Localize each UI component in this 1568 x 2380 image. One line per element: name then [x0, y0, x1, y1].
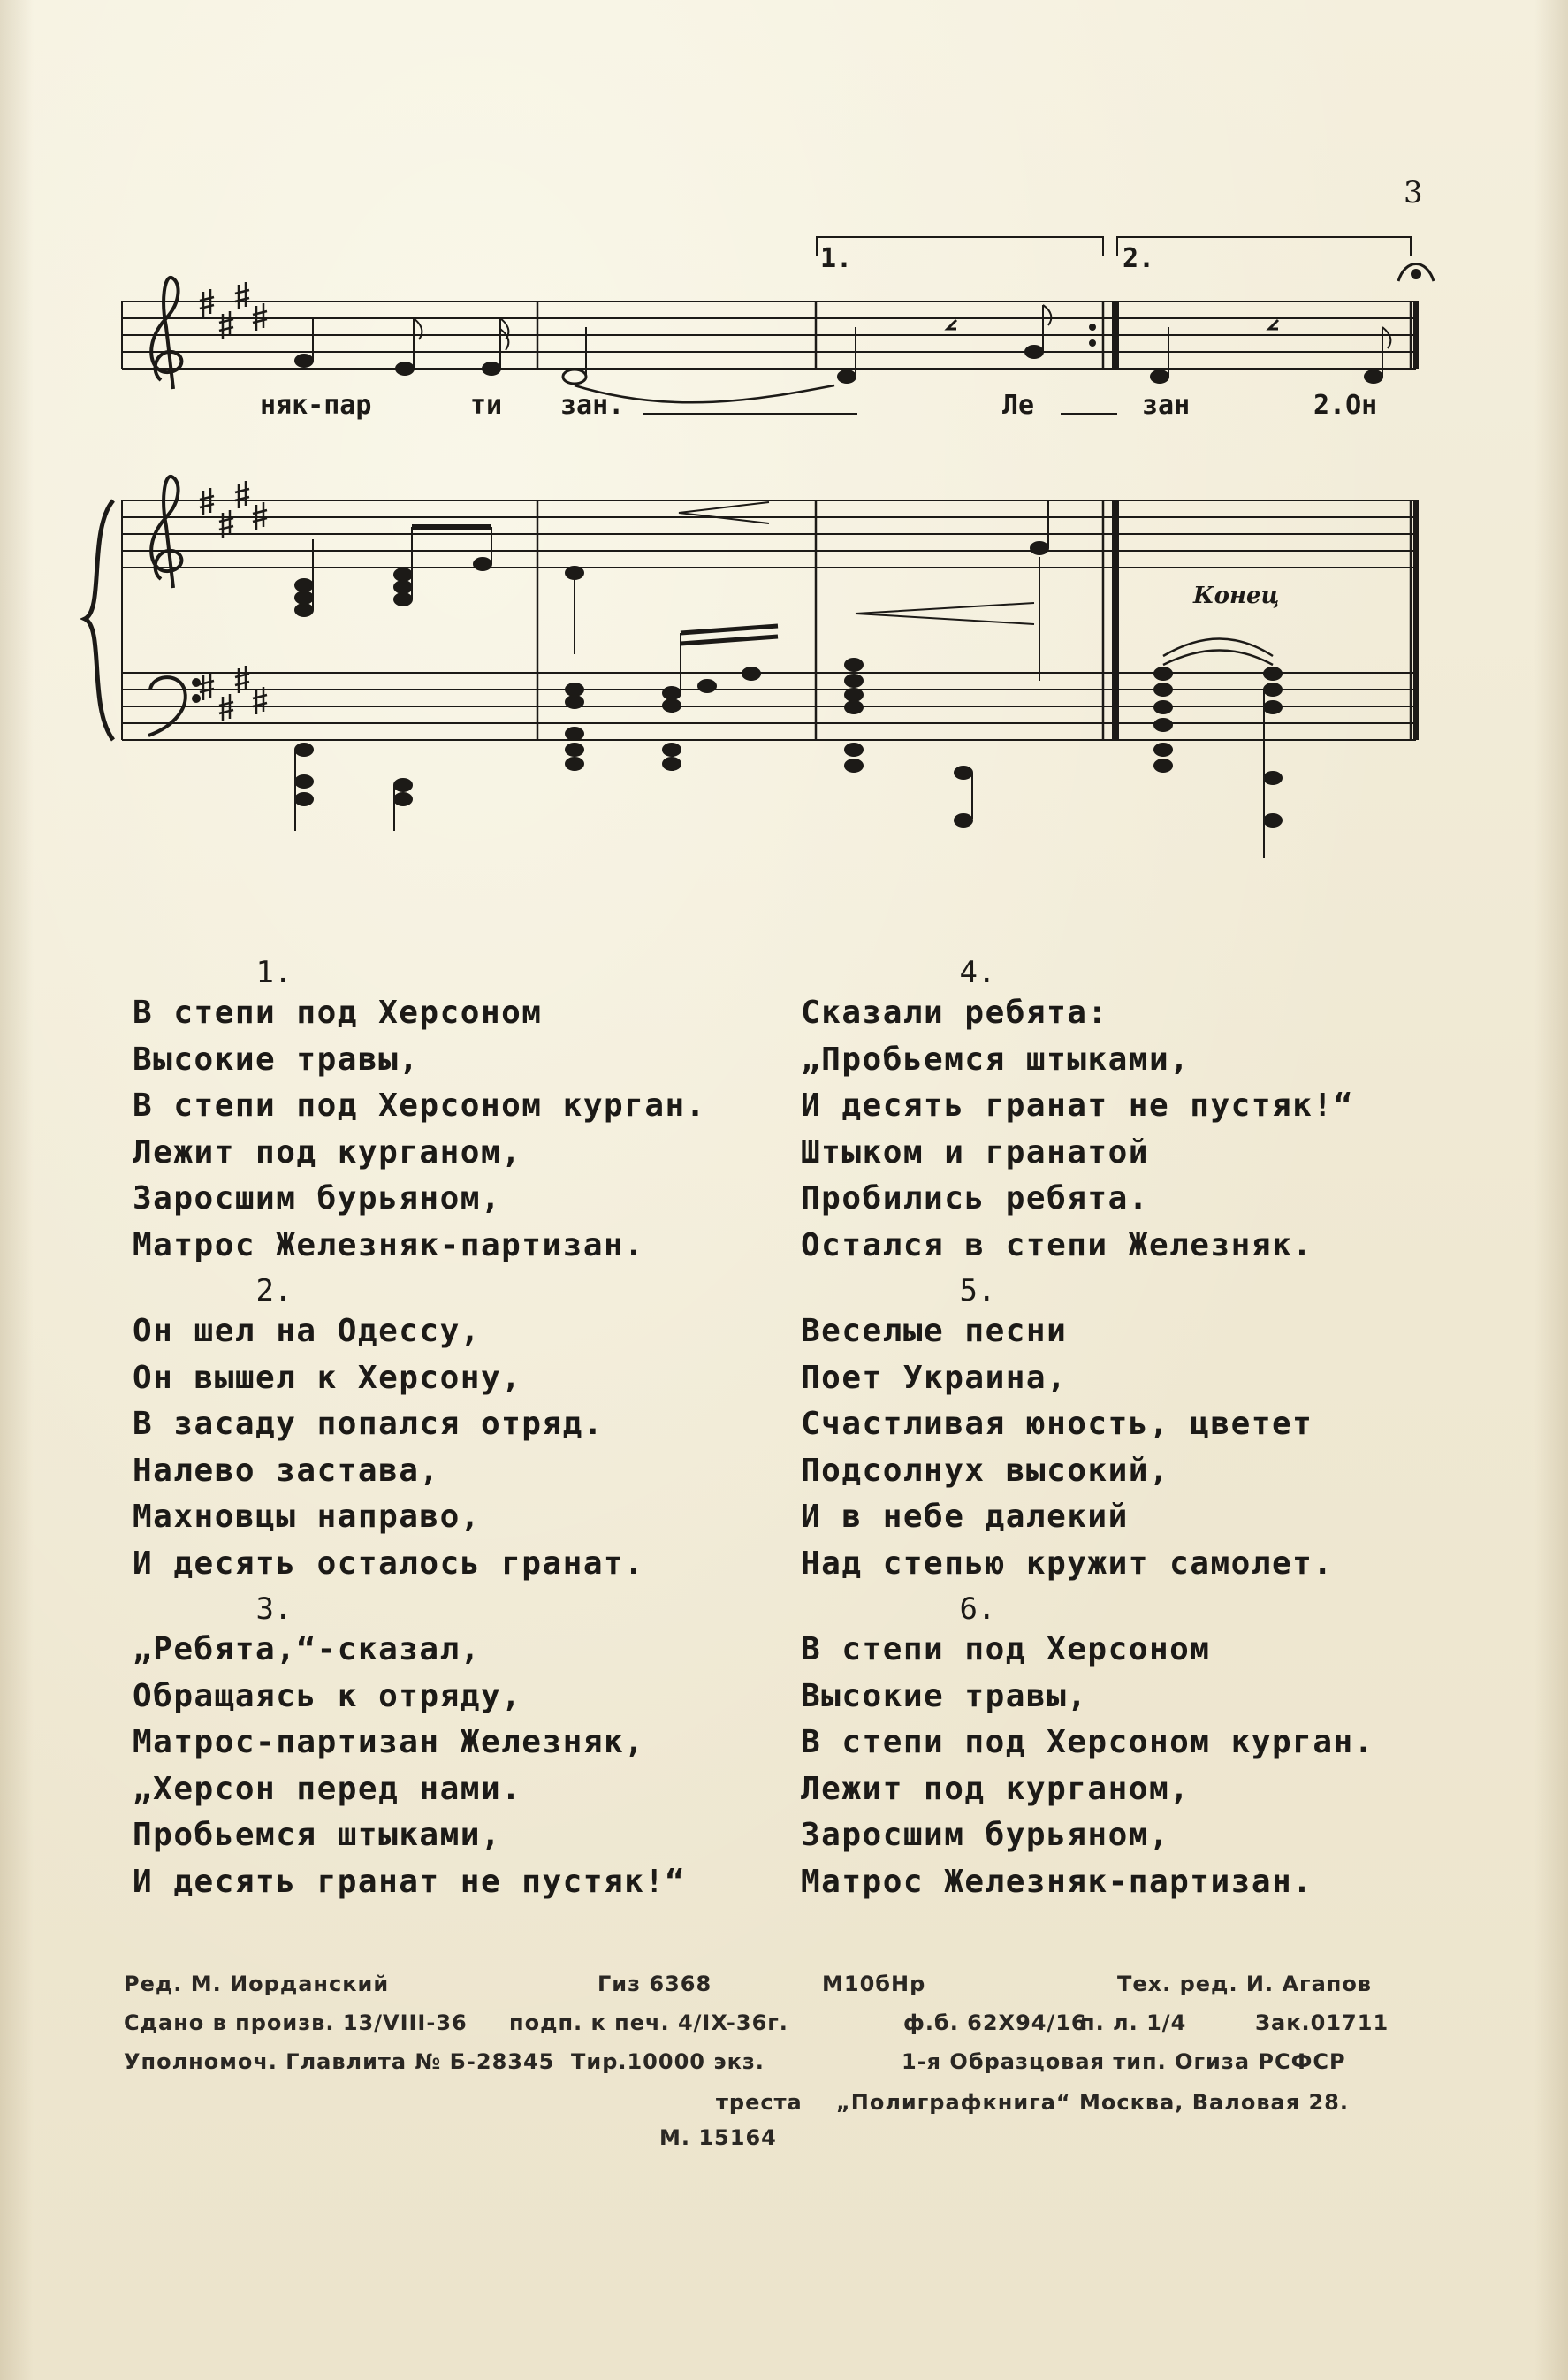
verse-number: 3. [255, 1591, 293, 1627]
verse-line: И в небе далекий [801, 1499, 1129, 1535]
verse-number: 1. [255, 955, 293, 990]
volta-label-1: 1. [820, 243, 853, 274]
verse-line: Матрос Железняк-партизан. [133, 1226, 645, 1263]
verse-number: 4. [959, 955, 996, 990]
imprint-tech-editor: Тех. ред. И. Агапов [1117, 1972, 1373, 1996]
verse-line: Над степью кружит самолет. [801, 1545, 1334, 1582]
imprint-signed: подп. к печ. 4/IX-36г. [509, 2010, 788, 2035]
piano-brace [85, 500, 113, 740]
imprint-trust: треста [716, 2090, 803, 2115]
imprint-editor: Ред. М. Иорданский [124, 1972, 390, 1996]
verse-line: „Ребята,“-сказал, [133, 1631, 481, 1667]
verse-1 [133, 955, 751, 1269]
verse-line: В степи под Херсоном курган. [801, 1724, 1374, 1760]
piano-treble-staff [122, 500, 1416, 568]
imprint-glavlit: Уполномоч. Главлита № Б-28345 [124, 2049, 555, 2074]
verse-line: Матрос-партизан Железняк, [133, 1724, 645, 1760]
imprint-order: Зак.01711 [1255, 2010, 1389, 2035]
volta-label-2: 2. [1123, 243, 1155, 274]
page-number: 3 [1404, 175, 1423, 210]
verse-line: „Пробьемся штыками, [801, 1041, 1191, 1078]
imprint-printer: 1-я Образцовая тип. Огиза РСФСР [902, 2049, 1346, 2074]
lyric-syllable-3: зан. [560, 390, 625, 421]
verse-line: В степи под Херсоном [133, 995, 543, 1031]
verse-line: Сказали ребята: [801, 995, 1108, 1031]
verse-3 [133, 1591, 751, 1905]
volta-bracket-1 [817, 237, 1103, 256]
imprint-trust-name: „Полиграфкнига“ Москва, Валовая 28. [836, 2090, 1349, 2115]
verse-line: Обращаясь к отряду, [133, 1677, 522, 1714]
verse-number: 6. [959, 1591, 996, 1627]
verse-line: И десять гранат не пустяк!“ [801, 1087, 1354, 1124]
verse-line: И десять гранат не пустяк!“ [133, 1863, 686, 1900]
verse-line: Остался в степи Железняк. [801, 1226, 1313, 1263]
imprint-submitted: Сдано в произв. 13/VIII-36 [124, 2010, 468, 2035]
barlines [537, 301, 1416, 740]
music-score [0, 0, 1568, 919]
imprint-sheets: п. л. 1/4 [1080, 2010, 1187, 2035]
verse-line: И десять осталось гранат. [133, 1545, 645, 1582]
imprint-catalog: М. 15164 [659, 2125, 777, 2150]
verse-line: Счастливая юность, цветет [801, 1406, 1313, 1442]
key-signature [200, 282, 267, 721]
hairpin-1 [679, 502, 769, 523]
verse-line: Пробились ребята. [801, 1180, 1149, 1217]
ending-mark: Конец [1193, 583, 1280, 609]
publication-imprint [0, 1972, 1568, 2184]
verses-section [0, 955, 1568, 1927]
piano-treble-notes [295, 500, 1048, 681]
lyric-syllable-2: ти [470, 390, 503, 421]
verse-line: Налево застава, [133, 1452, 440, 1489]
verse-line: Пробьемся штыками, [133, 1817, 502, 1853]
verse-line: Штыком и гранатой [801, 1133, 1149, 1171]
verse-line: Махновцы направо, [133, 1499, 481, 1535]
piano-bass-staff [122, 673, 1416, 740]
verse-number: 2. [255, 1273, 293, 1308]
imprint-code: М10бНр [822, 1972, 926, 1996]
verse-5 [801, 1273, 1420, 1587]
verse-line: Веселые песни [801, 1313, 1068, 1349]
imprint-format: ф.б. 62Х94/16 [903, 2010, 1087, 2035]
verse-line: Он шел на Одессу, [133, 1313, 481, 1349]
verse-2 [133, 1273, 751, 1587]
verse-number: 5. [959, 1273, 996, 1308]
verse-line: „Херсон перед нами. [133, 1770, 522, 1807]
verse-line: Высокие травы, [801, 1677, 1088, 1714]
imprint-giz: Гиз 6368 [598, 1972, 712, 1996]
verse-line: В степи под Херсоном [801, 1631, 1211, 1667]
imprint-print-run: Тир.10000 экз. [571, 2049, 765, 2074]
verse-line: Поет Украина, [801, 1359, 1068, 1396]
volta-bracket-2 [1117, 237, 1411, 256]
piano-bass-notes [295, 626, 1282, 858]
hairpin-2 [856, 603, 1034, 624]
verse-line: Матрос Железняк-партизан. [801, 1863, 1313, 1900]
verse-6 [801, 1591, 1420, 1905]
lyric-syllable-1: няк-пар [260, 390, 372, 421]
vocal-staff [122, 301, 1416, 369]
verse-4 [801, 955, 1420, 1269]
verse-line: В степи под Херсоном курган. [133, 1087, 706, 1124]
verse-line: Заросшим бурьяном, [133, 1180, 502, 1217]
verse-line: Высокие травы, [133, 1041, 420, 1078]
verse-line: Лежит под курганом, [801, 1770, 1191, 1807]
vocal-notes [295, 264, 1434, 403]
verse-line: Подсолнух высокий, [801, 1452, 1170, 1489]
verse-line: Заросшим бурьяном, [801, 1817, 1170, 1853]
treble-clef-vocal [151, 278, 181, 389]
lyric-syllable-5: зан [1142, 390, 1191, 421]
verse-line: Лежит под курганом, [133, 1133, 522, 1171]
lyric-syllable-6: 2.Он [1313, 390, 1378, 421]
verse-line: Он вышел к Херсону, [133, 1359, 522, 1396]
verse-line: В засаду попался отряд. [133, 1406, 604, 1442]
treble-clef-piano [151, 477, 181, 588]
lyric-syllable-4: Ле [1002, 390, 1035, 421]
